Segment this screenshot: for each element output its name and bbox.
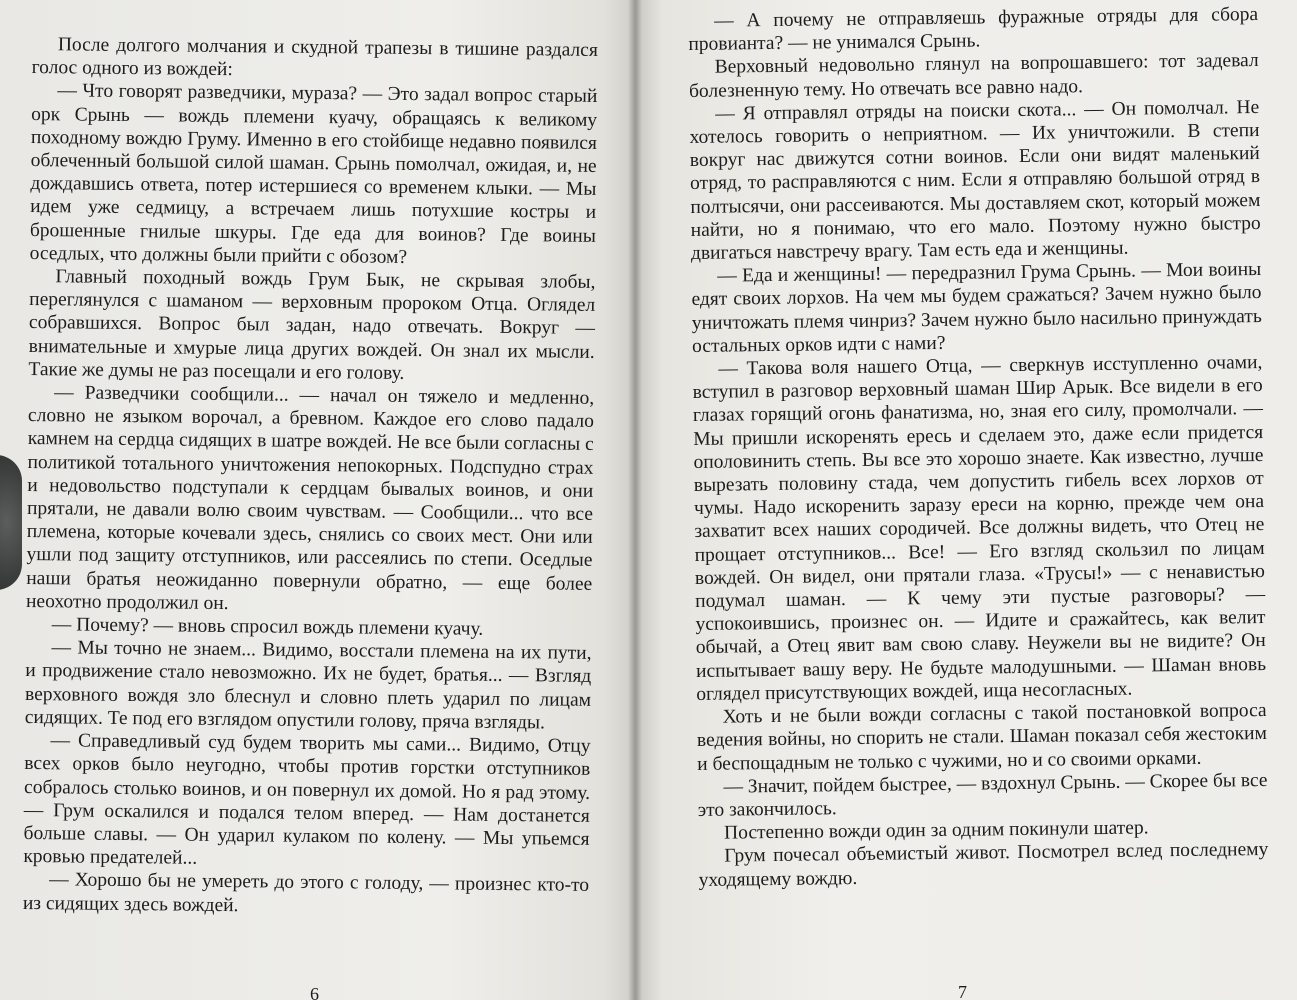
right-page-text — [688, 3, 1269, 892]
paragraph: — Хорошо бы не умереть до этого с голоду, — произнес кто-то из сидящих здесь вождей. — [22, 869, 590, 916]
paragraph: — Я отправлял отряды на поиски скота... — Он помолчал. Не хотелось говорить о неприятном. — Их уничтожили. В степи вокруг нас движутся сотни воинов. Если они видят маленький отряд, то расправляются с ним. Если я отправляю большой отряд в полтысячи, они рассеиваются. Мы доставляем скот, который можем найти, но я понимаю, что его мало. Поэтому нужно быстро двигаться навстречу врагу. Там есть еда и женщины. — [689, 96, 1261, 265]
paragraph: — Что говорят разведчики, мураза? — Это задал вопрос старый орк Срынь — вождь племени куачу, обращаясь к великому походному вождю Груму. Именно в его стойбище недавно появился облеченный большой силой шаман. Срынь помолчал, ожидая, и, не дождавшись ответа, потер истершиеся со временем клыки. — Мы идем уже седмицу, а встречаем лишь потухшие костры и брошенные гнилые шкуры. Где еда для воинов? Где воины оседлых, что должны были прийти с обозом? — [29, 80, 598, 268]
paragraph: Главный походный вождь Грум Бык, не скрывая злобы, переглянулся с шаманом — верховным пророком Отца. Оглядел собравшихся. Вопрос был задан, надо отвечать. Вокруг — внимательные и хмурые лица других вождей. Он знал их мысли. Такие же думы не раз посещали и его голову. — [28, 266, 596, 384]
book-gutter — [628, 0, 642, 1000]
paragraph: — Справедливый суд будем творить мы сами... Видимо, Отцу всех орков было неугодно, чтобы против горстки отступников собралось столько воинов, и он повернул их домой. Но я рад этому. — Грум оскалился и подался телом вперед. — Нам достанется больше славы. — Он ударил кулаком по колену. — Мы упьемся кровью предателей... — [23, 730, 591, 869]
paragraph: Хоть и не были вожди согласны с такой постановкой вопроса ведения войны, но спорить не стали. Шаман показал себя жестоким и беспощадным не только с чужими, но и со своими орками. — [696, 700, 1268, 775]
page-number-left: 6 — [310, 984, 319, 1000]
left-page — [0, 0, 636, 1000]
paragraph: — Почему? — вновь спросил вождь племени куачу. — [51, 614, 484, 640]
paragraph: — Значит, пойдем быстрее, — вздохнул Срынь. — Скорее бы все это закончилось. — [697, 769, 1268, 821]
page-number-right: 7 — [958, 982, 967, 1000]
paragraph: Грум почесал объемистый живот. Посмотрел вслед последнему уходящему вождю. — [698, 839, 1269, 891]
right-page — [636, 0, 1297, 1000]
paragraph: Постепенно вожди один за одним покинули шатер. — [723, 817, 1149, 844]
left-page-text — [23, 33, 598, 921]
paragraph: — А почему не отправляешь фуражные отряды для сбора провианта? — не унимался Срынь. — [688, 4, 1259, 56]
paragraph: Верховный недовольно глянул на вопрошавшего: тот задевал болезненную тему. Но отвечать все равно надо. — [688, 50, 1259, 102]
thumb — [0, 455, 22, 590]
paragraph: — Такова воля нашего Отца, — сверкнув исступленно очами, вступил в разговор верховный шаман Шир Арык. Все видели в его глазах горящий огонь фанатизма, но, зная его силу, промолчали. — Мы пришли искоренять ересь и сделаем это, даже если придется ополовинить степь. Вы все это хорошо знаете. Как известно, лучше вырезать половину стада, чем допустить гибель всех лорхов от чумы. Надо искоренить заразу ереси на корню, прежде чем она захватит всех наших сородичей. Все должны видеть, что Отец не прощает отступников... Все! — Его взгляд скользил по лицам вождей. Он видел, они прятали глаза. «Трусы!» — с ненавистью подумал шаман. — К чему эти пустые разговоры? — успокоившись, произнес он. — Идите и сражайтесь, как велит обычай, а Отец явит вам свою славу. Неужели вы не видите? Он испытывает вашу веру. Не будьте малодушными. — Шаман вновь оглядел присутствующих вождей, ища несогласных. — [692, 352, 1267, 705]
paragraph: — Еда и женщины! — передразнил Грума Срынь. — Мои воины едят своих лорхов. На чем мы будем сражаться? Зачем нужно было уничтожать племя чинриз? Зачем нужно было насильно принуждать остальных орков идти с нами? — [691, 259, 1262, 357]
paragraph: После долгого молчания и скудной трапезы в тишине раздался голос одного из вождей: — [31, 34, 598, 81]
paragraph: — Разведчики сообщили... — начал он тяжело и медленно, словно не языком ворочал, а бревном. Каждое его слово падало камнем на сердца сидящих в шатре вождей. Не все были согласны с политикой тотального уничтожения непокорных. Подспудно страх и недовольство подступали к сердцам бывалых воинов, и они прятали, не давали волю своим чувствам. — Сообщили... что все племена, которые кочевали здесь, снялись со своих мест. Они или ушли под защиту отступников, или рассеялись по степи. Оседлые наши братья неожиданно повернули обратно, — еще более неохотно продолжил он. — [25, 382, 595, 614]
paragraph: — Мы точно не знаем... Видимо, восстали племена на их пути, и продвижение стало невозможно. Их не будет, братья... — Взгляд верховного вождя зло блеснул и словно плеть ударил по лицам сидящих. Те под его взглядом опустили голову, пряча взгляды. — [24, 637, 592, 734]
